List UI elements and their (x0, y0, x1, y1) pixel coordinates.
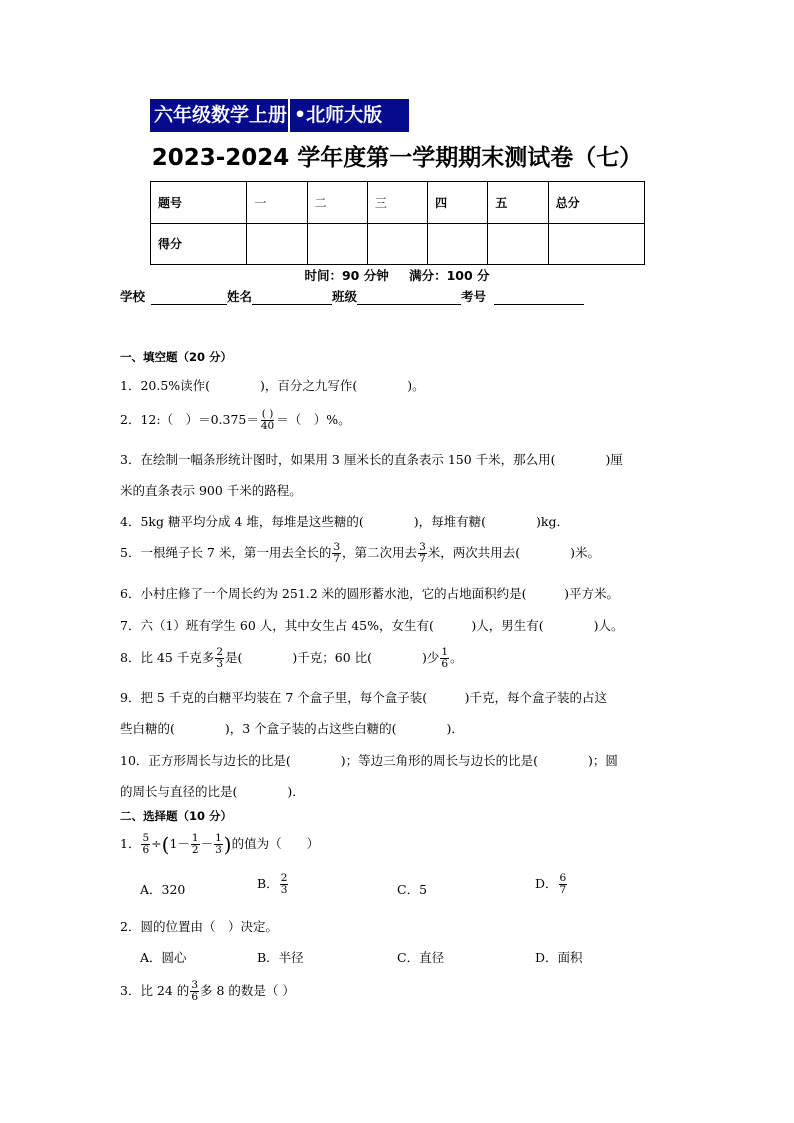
question-text: 5．一根绳子长 7 米，第一用去全长的 (120, 545, 332, 560)
question-text: 米，两次共用去( )米。 (427, 545, 601, 560)
fraction-denominator: 6 (191, 991, 198, 1003)
question-2-3 (120, 980, 295, 1003)
question-text: ＝（ ）%。 (276, 412, 351, 427)
student-info-line (120, 287, 584, 305)
fraction-denominator: 6 (142, 844, 150, 856)
close-paren: ) (223, 832, 232, 857)
question-text: 的值为（ ） (231, 836, 320, 851)
fraction-numerator: 1 (191, 832, 199, 844)
option-2-1-c: C．5 (397, 882, 428, 897)
fraction-denominator: 40 (260, 420, 275, 432)
question-1-3-line2: 米的直条表示 900 千米的路程。 (120, 483, 302, 498)
section-2-heading: 二、选择题（10 分） (120, 809, 233, 823)
question-1-7: 7．六（1）班有学生 60 人，其中女生占 45%，女生有( )人，男生有( )人。 (120, 618, 624, 633)
question-1-3-line1: 3．在绘制一幅条形统计图时，如果用 3 厘米长的直条表示 150 千米，那么用( )厘 (120, 452, 623, 467)
question-text: 2．12:（ ）＝0.375＝ (120, 412, 259, 427)
option-label: D． (535, 876, 558, 891)
option-2-2-c: C．直径 (397, 950, 445, 965)
option-2-2-a: A．圆心 (140, 950, 187, 965)
fraction-denominator: 3 (216, 658, 223, 670)
divide-sign: ÷ (151, 836, 162, 851)
fraction-denominator: 7 (333, 553, 341, 565)
option-label: B． (257, 876, 279, 891)
option-2-2-d: D．面积 (535, 950, 583, 965)
question-1-9-line2: 些白糖的( )，3 个盒子装的占这些白糖的( )． (120, 721, 464, 736)
banner-edition: •北师大版 (294, 104, 383, 126)
question-1-8 (120, 647, 463, 670)
exam-full-score: 满分：100 分 (409, 268, 490, 283)
fraction (440, 647, 449, 670)
score-cell (428, 223, 488, 265)
page-title: 2023-2024 学年度第一学期期末测试卷（七） (151, 145, 643, 171)
question-1-5 (120, 542, 600, 565)
score-table (150, 181, 645, 265)
question-text: 3．比 24 的 (120, 983, 190, 998)
score-cell (548, 223, 644, 265)
exam-time: 时间：90 分钟 (304, 268, 389, 283)
question-text: 是( )千克；60 比( )少 (225, 650, 440, 665)
table-cell: 五 (488, 182, 548, 224)
school-label: 学校 (120, 289, 146, 304)
fraction (214, 833, 223, 856)
minus-sign: － (200, 836, 214, 851)
table-cell: 题号 (151, 182, 247, 224)
question-1-9-line1: 9．把 5 千克的白糖平均装在 7 个盒子里，每个盒子装( )千克，每个盒子装的占这 (120, 690, 608, 705)
question-text: 多 8 的数是（ ） (200, 983, 295, 998)
fraction-denominator: 2 (191, 844, 199, 856)
fraction (260, 409, 275, 432)
name-blank (252, 290, 332, 305)
fraction-numerator: 1 (441, 646, 449, 658)
fraction-denominator: 7 (419, 553, 426, 565)
table-row (151, 223, 645, 265)
fraction (332, 542, 341, 565)
edition-banner (150, 99, 409, 132)
banner-divider (288, 99, 290, 132)
table-cell: 四 (428, 182, 488, 224)
question-text: ，第二次用去 (342, 545, 418, 560)
fraction (141, 833, 150, 856)
class-label: 班级 (332, 289, 358, 304)
fraction-denominator: 6 (441, 658, 449, 670)
question-1-1: 1．20.5%读作( )，百分之九写作( )。 (120, 378, 425, 393)
question-1-10-line1: 10．正方形周长与边长的比是( )；等边三角形的周长与边长的比是( )；圆 (120, 753, 618, 768)
score-cell (247, 223, 307, 265)
section-1-heading: 一、填空题（20 分） (120, 350, 233, 364)
table-cell: 得分 (151, 223, 247, 265)
name-label: 姓名 (227, 289, 253, 304)
question-1-4: 4．5kg 糖平均分成 4 堆，每堆是这些糖的( )，每堆有糖( )kg． (120, 514, 569, 529)
question-text: 8．比 45 千克多 (120, 650, 215, 665)
table-cell: 总分 (548, 182, 644, 224)
fraction (418, 542, 427, 565)
question-2-2: 2．圆的位置由（ ）决定。 (120, 919, 278, 934)
score-cell (307, 223, 367, 265)
fraction (215, 647, 224, 670)
fraction-numerator: 1 (215, 832, 222, 844)
fraction-numerator: 3 (419, 541, 426, 553)
score-cell (488, 223, 548, 265)
number-blank (494, 290, 584, 305)
class-blank (357, 290, 461, 305)
question-1-2 (120, 409, 351, 432)
banner-grade: 六年级数学上册 (154, 104, 288, 126)
question-2-1 (120, 833, 319, 856)
question-text: 1－ (169, 836, 190, 851)
table-cell: 三 (367, 182, 427, 224)
fraction-denominator: 7 (559, 884, 567, 896)
option-2-1-a: A．320 (140, 882, 186, 897)
fraction-numerator: ( ) (261, 408, 274, 420)
fraction-numerator: 2 (280, 872, 288, 884)
table-cell: 一 (247, 182, 307, 224)
fraction (559, 873, 568, 896)
question-text: 。 (450, 650, 463, 665)
option-2-2-b: B．半径 (257, 950, 304, 965)
question-1-6: 6．小村庄修了一个周长约为 251.2 米的圆形蓄水池，它的占地面积约是( )平方米。 (120, 586, 619, 601)
number-label: 考号 (461, 289, 487, 304)
fraction (190, 980, 199, 1003)
fraction-numerator: 3 (333, 541, 341, 553)
school-blank (151, 290, 227, 305)
score-cell (367, 223, 427, 265)
question-number: 1． (120, 836, 141, 851)
option-2-1-b (257, 873, 289, 896)
fraction-numerator: 3 (191, 979, 198, 991)
exam-time-info (0, 266, 794, 284)
table-cell: 二 (307, 182, 367, 224)
fraction (191, 833, 200, 856)
fraction-numerator: 2 (216, 646, 223, 658)
open-paren: ( (161, 832, 170, 857)
fraction-denominator: 3 (280, 884, 288, 896)
question-1-10-line2: 的周长与直径的比是( )． (120, 784, 305, 799)
fraction-denominator: 3 (215, 844, 222, 856)
option-2-1-d (535, 873, 568, 896)
fraction-numerator: 5 (142, 832, 150, 844)
table-row (151, 182, 645, 224)
fraction-numerator: 6 (559, 872, 567, 884)
fraction (280, 873, 289, 896)
